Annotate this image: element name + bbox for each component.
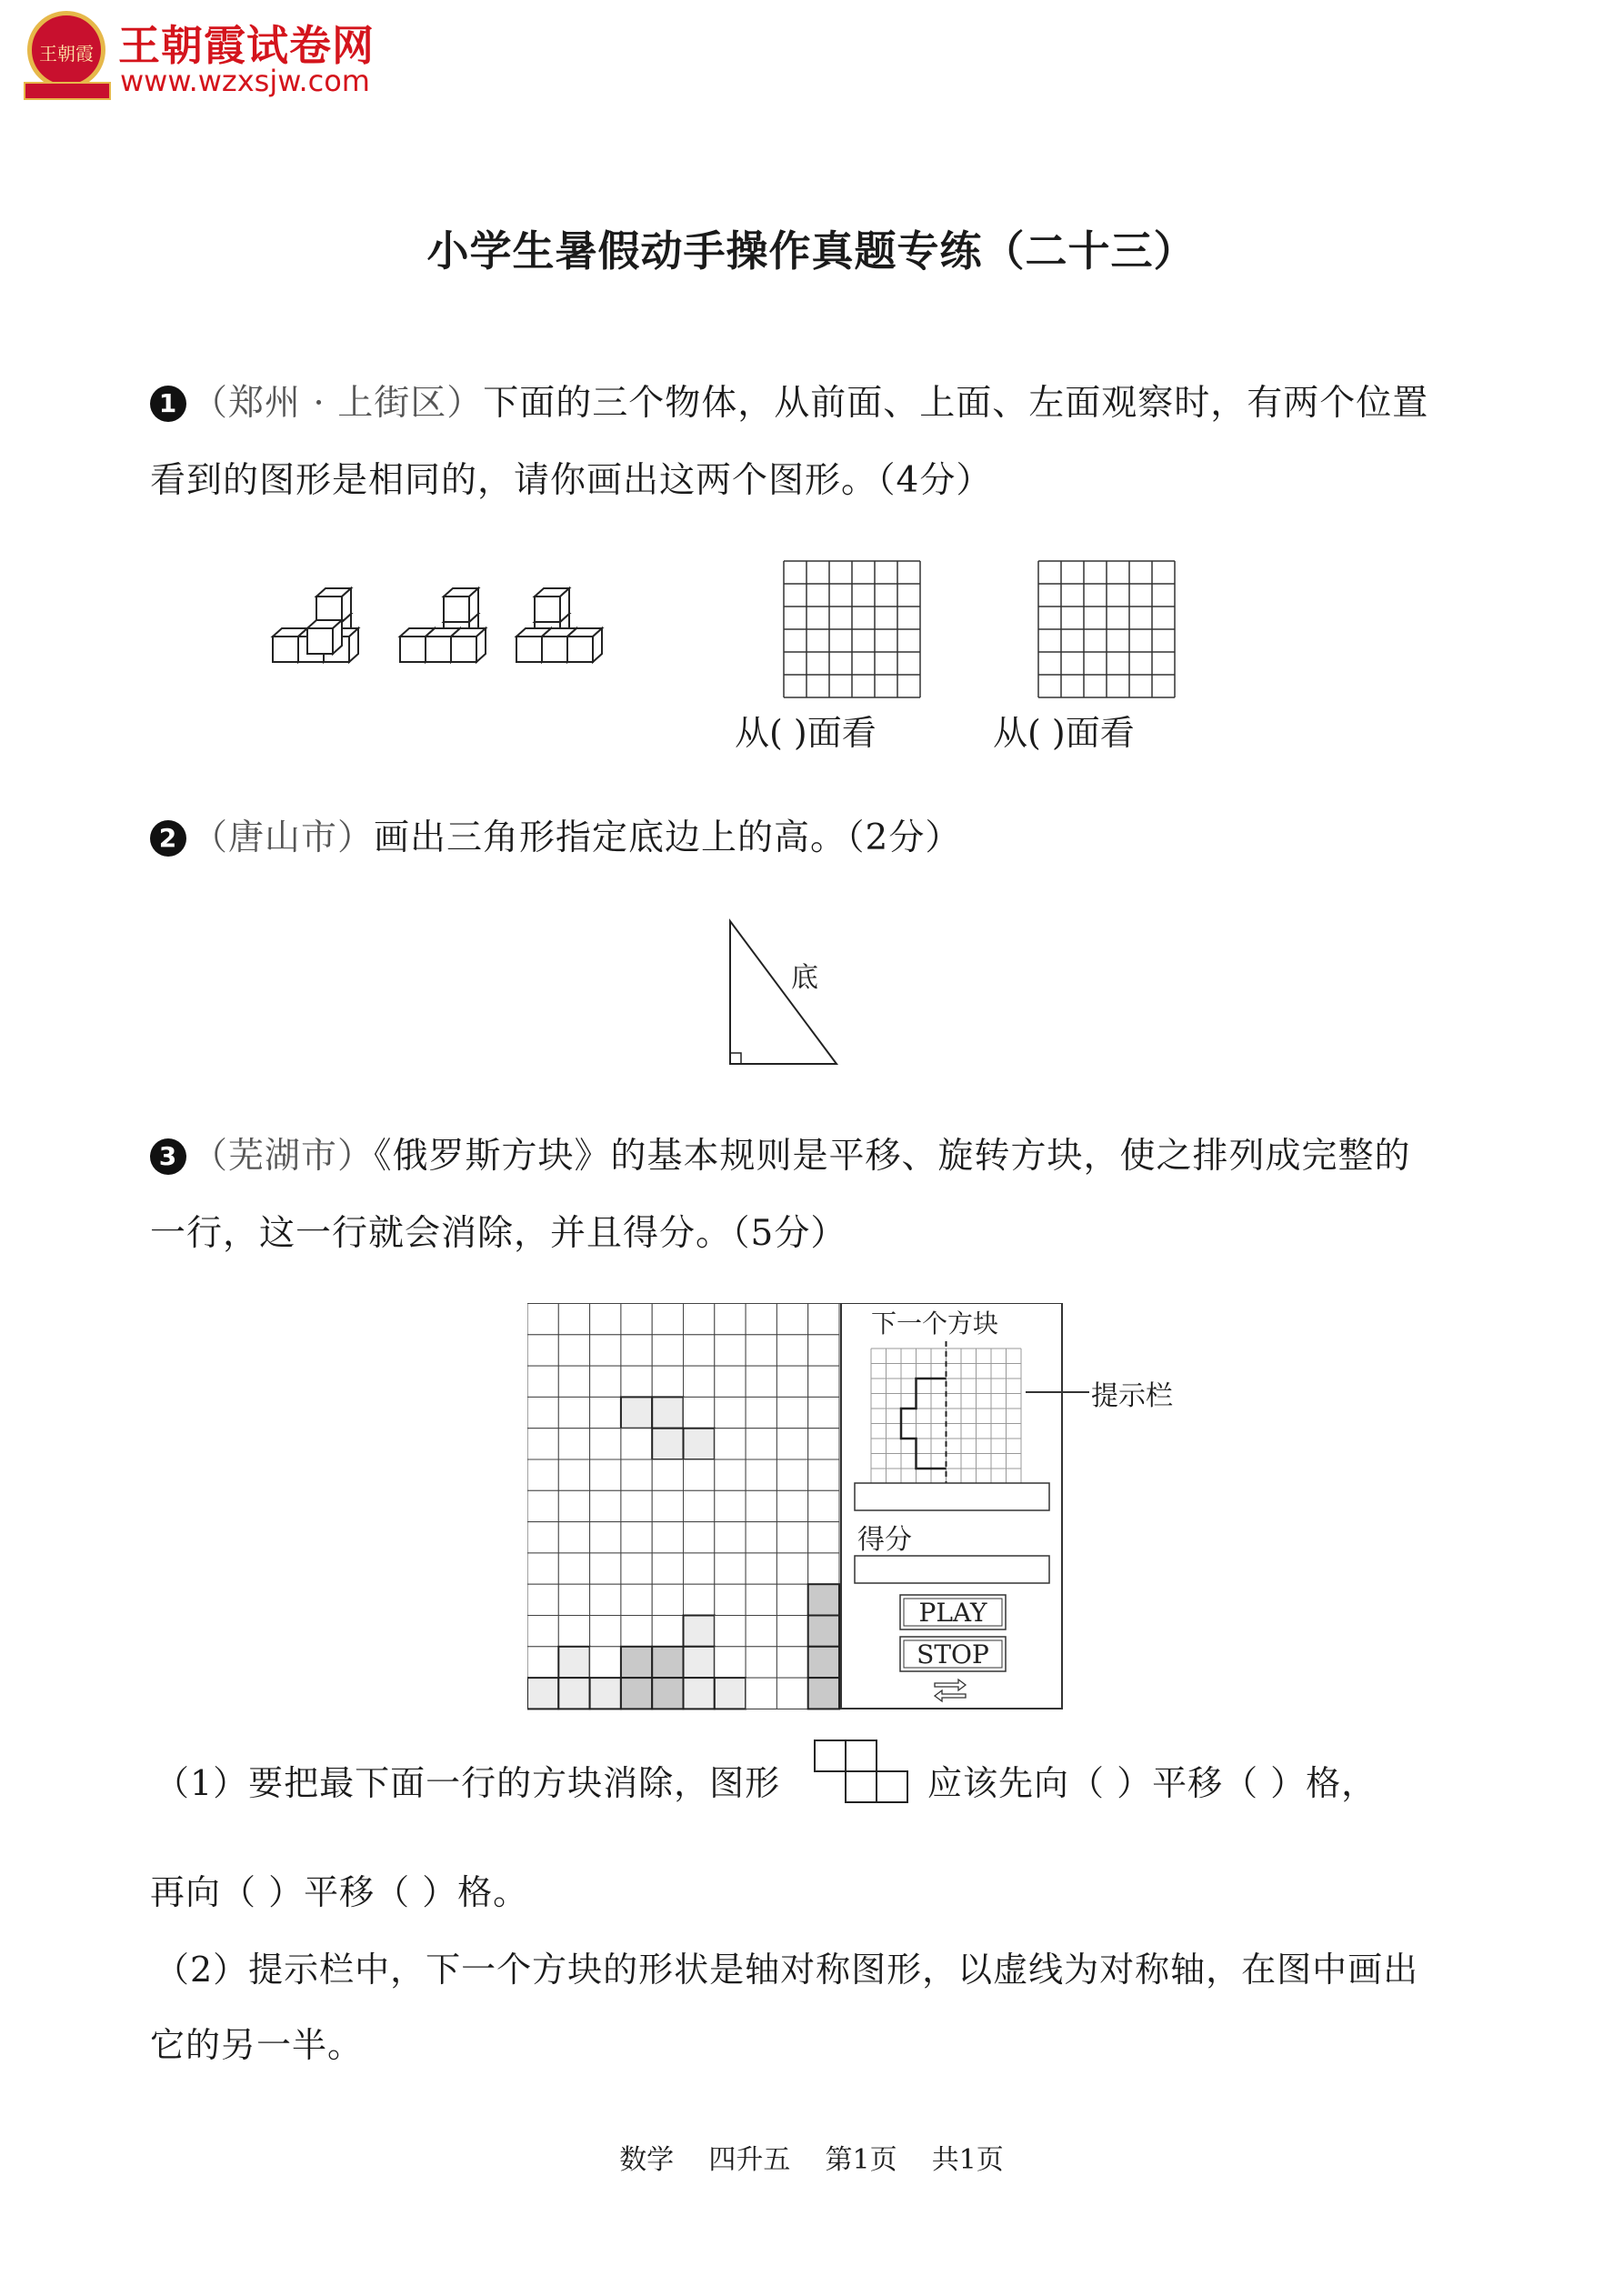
q1-cube-objects <box>264 582 646 691</box>
score-box <box>855 1556 1049 1583</box>
q3-line1 <box>150 1128 1411 1178</box>
q3-sub1-part1: （1）要把最下面一行的方块消除，图形 <box>155 1763 781 1803</box>
q2-triangle <box>718 914 855 1073</box>
q1-grid-left <box>782 559 922 699</box>
svg-text:PLAY: PLAY <box>918 1598 987 1628</box>
q3-sub2-line2: 它的另一半。 <box>150 2025 364 2065</box>
svg-text:STOP: STOP <box>917 1639 989 1669</box>
q3-sub1-shape <box>812 1737 912 1810</box>
q1-text-1: 下面的三个物体，从前面、上面、左面观察时，有两个位置 <box>483 383 1429 424</box>
q2-number: 2 <box>150 820 186 857</box>
q1-line2: 看到的图形是相同的，请你画出这两个图形。（4分） <box>150 460 993 501</box>
q1-grid-right <box>1037 559 1177 699</box>
q1-number: 1 <box>150 386 186 422</box>
q3-text-1: 《俄罗斯方块》的基本规则是平移、旋转方块，使之排列成完整的 <box>374 1136 1411 1177</box>
q3-line2: 一行，这一行就会消除，并且得分。（5分） <box>150 1213 847 1254</box>
hint-display-box <box>855 1483 1049 1510</box>
tetris-board <box>527 1304 839 1709</box>
q3-tetris-figure <box>527 1303 1073 1712</box>
stop-button[interactable] <box>900 1637 1006 1671</box>
q3-number: 3 <box>150 1138 186 1175</box>
site-url: www.wzxsjw.com <box>120 64 370 98</box>
play-button[interactable] <box>900 1595 1006 1629</box>
q3-sub2-line1: （2）提示栏中，下一个方块的形状是轴对称图形，以虚线为对称轴，在图中画出 <box>155 1950 1419 1990</box>
q3-source: （芜湖市） <box>192 1136 375 1177</box>
site-name: 王朝霞试卷网 <box>118 21 375 70</box>
next-block-label: 下一个方块 <box>871 1308 999 1338</box>
hint-label: 提示栏 <box>1091 1380 1173 1412</box>
q1-caption-left: 从( )面看 <box>735 713 877 753</box>
logo-ribbon <box>24 82 111 100</box>
site-logo <box>27 11 409 102</box>
q1-caption-right: 从( )面看 <box>993 713 1135 753</box>
q1-line1 <box>150 375 1428 426</box>
hint-pointer-line <box>1026 1391 1089 1393</box>
logo-badge-text: 王朝霞 <box>39 43 94 65</box>
page-title: 小学生暑假动手操作真题专练（二十三） <box>426 226 1197 276</box>
q2-source: （唐山市） <box>192 817 375 858</box>
q3-sub1-part2: 应该先向（ ）平移（ ）格， <box>927 1763 1378 1803</box>
page-footer: 数学 四升五 第1页 共1页 <box>619 2144 1004 2176</box>
q2-text-1: 画出三角形指定底边上的高。（2分） <box>374 817 962 858</box>
logo-badge <box>27 11 105 89</box>
score-label: 得分 <box>857 1524 912 1556</box>
q1-source: （郑州 · 上街区） <box>192 383 484 424</box>
q2-line1 <box>150 809 961 860</box>
q3-sub1-line2: 再向（ ）平移（ ）格。 <box>150 1872 529 1912</box>
q2-base-label: 底 <box>791 962 818 994</box>
